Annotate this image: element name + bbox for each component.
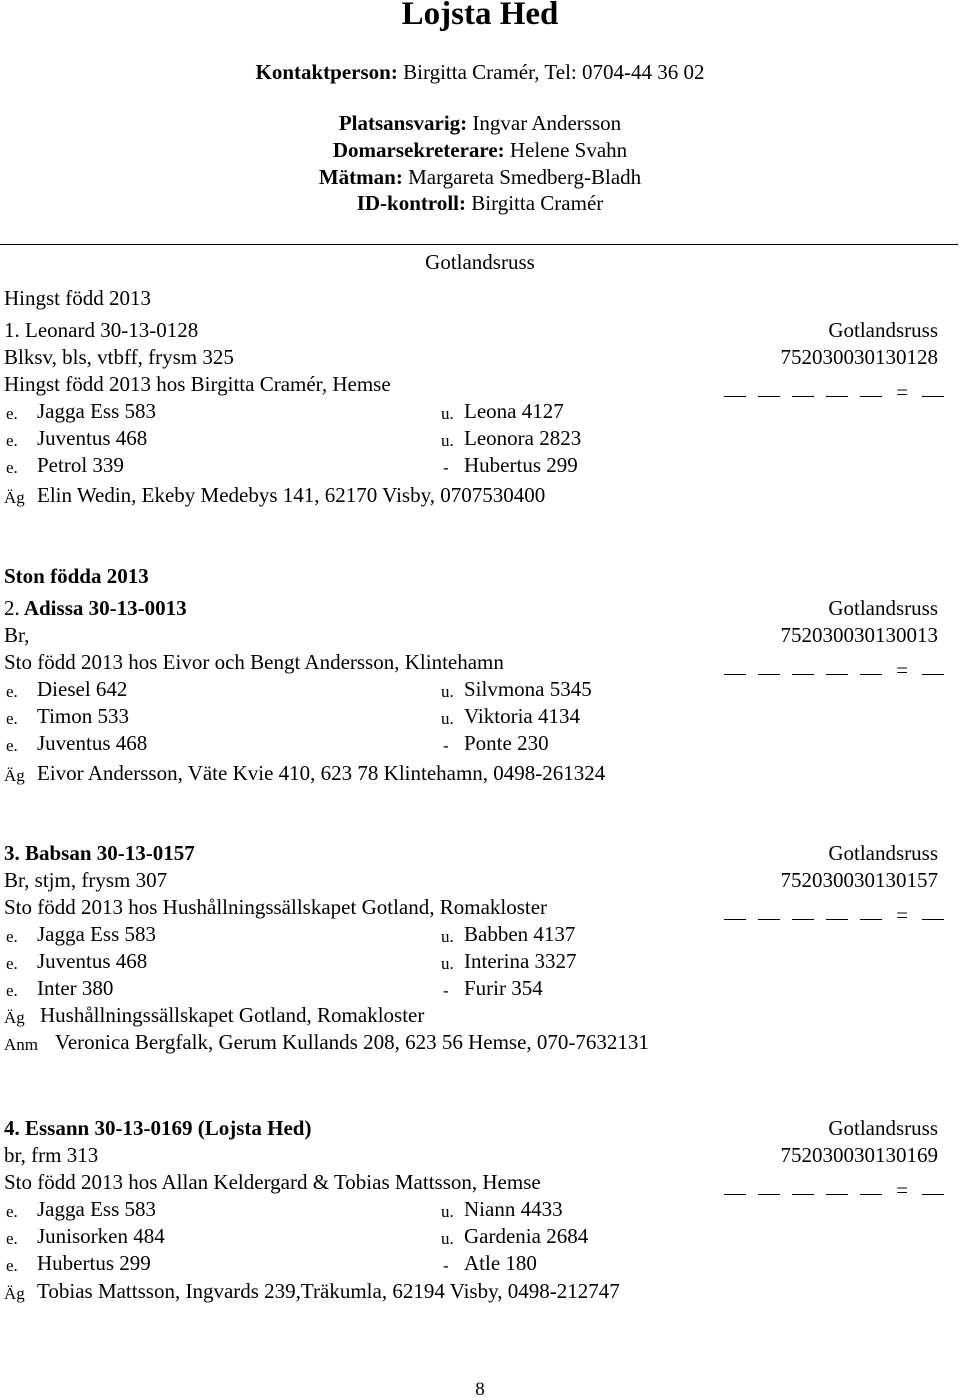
pedigree-dam: Hubertus 299 [464,453,578,477]
score-blank [860,1193,882,1195]
contact-line [0,62,960,83]
official-label: Domarsekreterare: [332,138,505,162]
pedigree-dam: Furir 354 [464,976,543,1000]
pedigree-prefix: u. [441,682,454,701]
pedigree-sire: Jagga Ess 583 [37,922,156,946]
entry-breed: Gotlandsruss [828,841,938,865]
official-row [0,167,960,188]
equals-sign: = [896,903,908,927]
pedigree-prefix: - [443,736,449,755]
owner-text: Hushållningssällskapet Gotland, Romakloster [40,1003,425,1027]
official-label: Platsansvarig: [338,111,468,135]
equals-sign: = [896,658,908,682]
entry-name-text: 2. Adissa 30-13-0013 [4,596,187,620]
pedigree-sire: Juventus 468 [37,949,148,973]
score-blank [860,673,882,675]
pedigree-prefix: u. [441,404,454,423]
pedigree-prefix: u. [441,431,454,450]
pedigree-sire: Petrol 339 [37,453,124,477]
entry-name [4,598,187,619]
entry-id-number: 752030030130169 [780,1143,938,1167]
score-blank [826,673,848,675]
pedigree-sire: Juventus 468 [37,426,148,450]
pedigree-prefix: u. [441,1202,454,1221]
owner-text: Elin Wedin, Ekeby Medebys 141, 62170 Visby, 0707530400 [37,483,546,507]
pedigree-sire: Junisorken 484 [37,1224,165,1248]
section-heading: Hingst född 2013 [4,286,151,310]
section-heading: Ston födda 2013 [4,564,149,588]
pedigree-sire: Diesel 642 [37,677,128,701]
official-row [0,140,960,161]
pedigree-prefix: e. [6,954,18,973]
score-total-blank [922,1193,944,1195]
pedigree-prefix: - [443,458,449,477]
entry-born: Sto född 2013 hos Eivor och Bengt Andersson, Klintehamn [4,650,504,674]
pedigree-dam: Gardenia 2684 [464,1224,589,1248]
owner-text: Tobias Mattsson, Ingvards 239,Träkumla, 62194 Visby, 0498-212747 [37,1279,620,1303]
owner-prefix: Äg [4,488,25,507]
pedigree-prefix: e. [6,404,18,423]
score-blanks [724,654,944,682]
entry-born: Hingst född 2013 hos Birgitta Cramér, Hemse [4,372,391,396]
pedigree-prefix: e. [6,458,18,477]
pedigree-dam: Babben 4137 [464,922,576,946]
score-blank [826,1193,848,1195]
equals-sign: = [896,380,908,404]
entry-born: Sto född 2013 hos Hushållningssällskapet Gotland, Romakloster [4,895,548,919]
contact-value: Birgitta Cramér, Tel: 0704-44 36 02 [403,60,705,84]
breed-heading: Gotlandsruss [425,250,535,274]
score-blank [724,918,746,920]
owner-text: Eivor Andersson, Väte Kvie 410, 623 78 Klintehamn, 0498-261324 [37,761,606,785]
official-row [0,193,960,214]
score-blank [792,673,814,675]
pedigree-prefix: e. [6,736,18,755]
entry-breed: Gotlandsruss [828,318,938,342]
note-prefix: Anm [4,1035,38,1054]
score-blank [724,395,746,397]
score-blank [826,918,848,920]
official-value: Birgitta Cramér [471,191,604,215]
score-total-blank [922,673,944,675]
owner-prefix: Äg [4,1008,25,1027]
official-value: Helene Svahn [509,138,628,162]
pedigree-prefix: e. [6,981,18,1000]
pedigree-prefix: e. [6,1256,18,1275]
pedigree-dam: Interina 3327 [464,949,577,973]
page-number: 8 [475,1379,485,1400]
score-blank [758,1193,780,1195]
official-row [0,113,960,134]
score-blank [860,918,882,920]
entry-name: 3. Babsan 30-13-0157 [4,841,195,865]
pedigree-prefix: - [443,1256,449,1275]
entry-description: Br, [4,623,30,647]
pedigree-dam: Niann 4433 [464,1197,563,1221]
pedigree-sire: Hubertus 299 [37,1251,151,1275]
score-blank [792,395,814,397]
pedigree-prefix: e. [6,709,18,728]
entry-name: 1. Leonard 30-13-0128 [4,318,199,342]
pedigree-sire: Juventus 468 [37,731,148,755]
score-total-blank [922,395,944,397]
entry-description: br, frm 313 [4,1143,99,1167]
entry-born: Sto född 2013 hos Allan Keldergard & Tobias Mattsson, Hemse [4,1170,541,1194]
official-label: ID-kontroll: [356,191,467,215]
pedigree-prefix: u. [441,927,454,946]
pedigree-prefix: e. [6,1229,18,1248]
entry-description: Br, stjm, frysm 307 [4,868,168,892]
score-blank [724,673,746,675]
pedigree-dam: Ponte 230 [464,731,549,755]
pedigree-prefix: u. [441,954,454,973]
official-value: Ingvar Andersson [472,111,622,135]
entry-id-number: 752030030130128 [780,345,938,369]
pedigree-prefix: e. [6,431,18,450]
pedigree-prefix: e. [6,927,18,946]
entry-breed: Gotlandsruss [828,596,938,620]
entry-name: 4. Essann 30-13-0169 (Lojsta Hed) [4,1116,312,1140]
pedigree-dam: Viktoria 4134 [464,704,580,728]
score-blank [758,673,780,675]
pedigree-prefix: - [443,981,449,1000]
pedigree-dam: Atle 180 [464,1251,537,1275]
equals-sign: = [896,1178,908,1202]
page-title: Lojsta Hed [401,0,559,32]
entry-description: Blksv, bls, vtbff, frysm 325 [4,345,234,369]
score-blank [724,1193,746,1195]
score-blanks [724,1174,944,1202]
entry-breed: Gotlandsruss [828,1116,938,1140]
score-total-blank [922,918,944,920]
pedigree-sire: Timon 533 [37,704,130,728]
entry-id-number: 752030030130013 [780,623,938,647]
owner-prefix: Äg [4,1284,25,1303]
score-blanks [724,899,944,927]
score-blank [792,1193,814,1195]
contact-label: Kontaktperson: [255,60,398,84]
divider [0,244,958,245]
pedigree-sire: Inter 380 [37,976,114,1000]
owner-prefix: Äg [4,766,25,785]
score-blank [792,918,814,920]
entry-id-number: 752030030130157 [780,868,938,892]
pedigree-prefix: e. [6,1202,18,1221]
pedigree-prefix: u. [441,1229,454,1248]
score-blank [758,395,780,397]
official-value: Margareta Smedberg-Bladh [408,165,642,189]
note-text: Veronica Bergfalk, Gerum Kullands 208, 623 56 Hemse, 070-7632131 [55,1030,649,1054]
score-blanks [724,376,944,404]
score-blank [758,918,780,920]
official-label: Mätman: [318,165,403,189]
pedigree-prefix: e. [6,682,18,701]
pedigree-dam: Silvmona 5345 [464,677,592,701]
pedigree-sire: Jagga Ess 583 [37,399,156,423]
score-blank [860,395,882,397]
pedigree-dam: Leonora 2823 [464,426,582,450]
pedigree-prefix: u. [441,709,454,728]
pedigree-dam: Leona 4127 [464,399,564,423]
score-blank [826,395,848,397]
pedigree-sire: Jagga Ess 583 [37,1197,156,1221]
